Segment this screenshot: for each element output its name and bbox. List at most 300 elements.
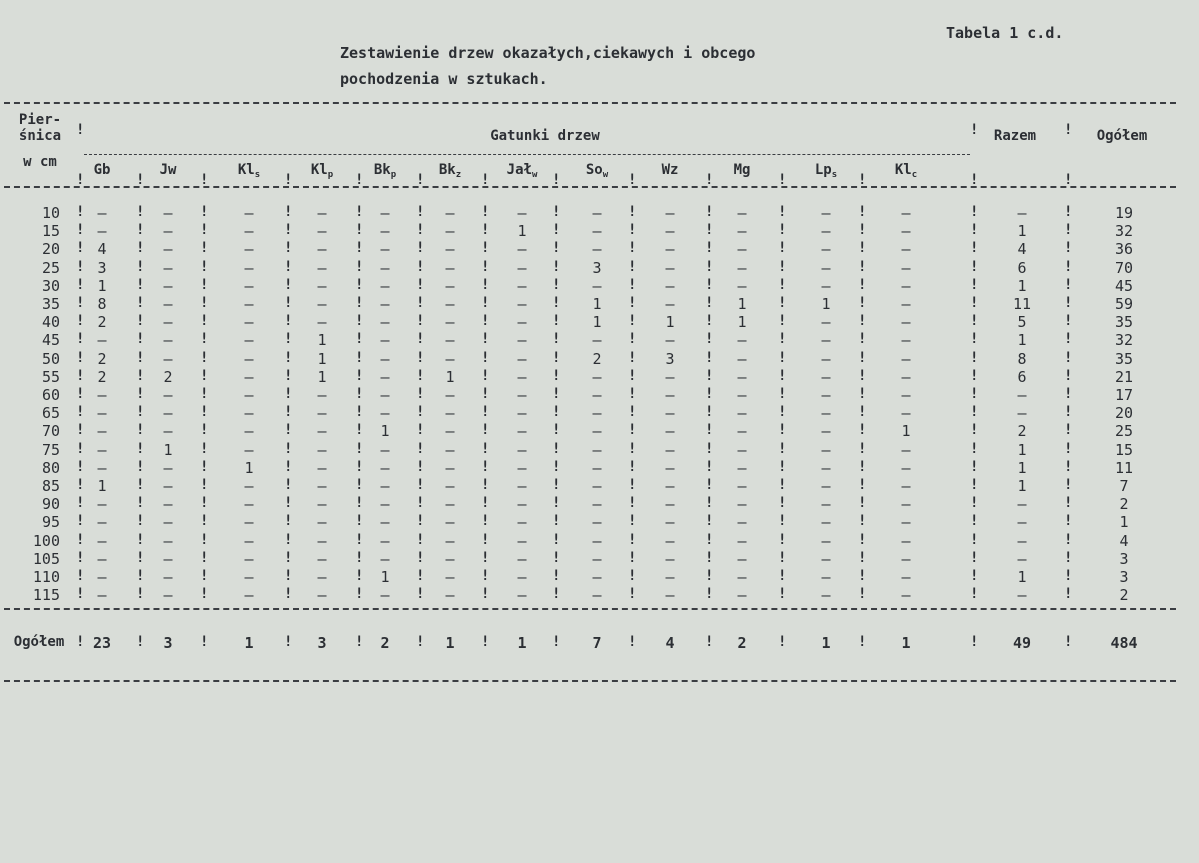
column-separator: !	[481, 276, 490, 293]
column-separator: !	[1064, 204, 1073, 220]
column-separator: !	[1064, 440, 1073, 457]
column-separator: !	[1064, 240, 1073, 257]
column-separator: !	[416, 549, 425, 566]
column-separator: !	[778, 634, 787, 650]
column-separator: !	[481, 568, 490, 584]
column-separator: !	[778, 331, 787, 348]
table-cell: –	[901, 549, 911, 568]
column-separator: !	[705, 222, 714, 239]
table-cell: –	[517, 276, 527, 295]
column-separator: !	[858, 634, 867, 650]
column-separator: !	[284, 204, 293, 220]
column-separator: !	[284, 222, 293, 239]
diameter-cell: 25	[41, 258, 60, 277]
column-separator: !	[970, 204, 979, 220]
table-cell: –	[244, 549, 254, 568]
column-separator: !	[355, 331, 364, 348]
column-separator: !	[628, 240, 637, 257]
column-separator: !	[628, 440, 637, 457]
column-separator: !	[284, 568, 293, 584]
column-separator: !	[970, 634, 979, 650]
table-cell: –	[592, 495, 602, 514]
column-separator: !	[970, 222, 979, 239]
table-cell: –	[97, 204, 107, 222]
column-separator: !	[1064, 122, 1073, 138]
column-separator: !	[970, 122, 979, 138]
diameter-cell: 50	[41, 349, 60, 368]
column-separator: !	[136, 549, 145, 566]
table-cell: –	[445, 404, 455, 423]
table-cell: –	[517, 258, 527, 277]
table-cell: –	[901, 258, 911, 277]
species-header	[796, 162, 856, 180]
column-separator: !	[284, 240, 293, 257]
column-separator: !	[970, 240, 979, 257]
column-separator: !	[552, 495, 561, 512]
column-separator: !	[355, 477, 364, 493]
column-separator: !	[970, 458, 979, 475]
column-separator: !	[705, 276, 714, 293]
table-cell: –	[244, 404, 254, 423]
column-separator: !	[416, 295, 425, 311]
table-cell: –	[163, 331, 173, 350]
column-separator: !	[705, 513, 714, 530]
table-cell: –	[317, 276, 327, 295]
table-cell: –	[517, 422, 527, 441]
column-separator: !	[416, 568, 425, 584]
column-separator: !	[552, 349, 561, 366]
species-subscript: c	[911, 170, 918, 180]
column-separator: !	[628, 258, 637, 275]
column-separator: !	[76, 495, 85, 512]
table-cell: 1	[244, 458, 254, 477]
table-cell: –	[163, 586, 173, 605]
table-cell: –	[592, 204, 602, 222]
table-cell: –	[380, 367, 390, 386]
table-cell: 1	[97, 477, 107, 495]
table-cell: –	[97, 531, 107, 550]
column-separator: !	[552, 586, 561, 603]
column-separator: !	[200, 513, 209, 530]
table-cell: 1	[737, 313, 747, 332]
table-cell: 1	[821, 295, 831, 313]
table-cell: –	[380, 531, 390, 550]
table-cell: 1	[517, 222, 527, 241]
species-header	[292, 162, 352, 180]
column-separator: !	[136, 349, 145, 366]
table-cell: –	[163, 258, 173, 277]
column-separator: !	[1064, 531, 1073, 548]
table-cell: –	[97, 222, 107, 241]
column-separator: !	[628, 386, 637, 402]
razem-cell: 5	[1017, 313, 1027, 332]
table-cell: –	[445, 513, 455, 532]
column-separator: !	[416, 386, 425, 402]
table-cell: –	[901, 349, 911, 368]
razem-cell: 11	[1012, 295, 1032, 313]
column-separator: !	[355, 634, 364, 650]
table-cell: 2	[97, 349, 107, 368]
column-separator: !	[858, 386, 867, 402]
table-cell: –	[163, 313, 173, 332]
column-separator: !	[552, 172, 561, 188]
table-cell: –	[445, 258, 455, 277]
totals-cell: 2	[380, 634, 390, 652]
column-separator: !	[136, 367, 145, 384]
diameter-cell: 100	[32, 531, 60, 550]
table-cell: –	[901, 513, 911, 532]
table-cell: –	[821, 367, 831, 386]
table-cell: –	[445, 495, 455, 514]
table-cell: –	[592, 222, 602, 241]
column-separator: !	[778, 240, 787, 257]
column-separator: !	[200, 331, 209, 348]
diameter-header-line-3: w cm	[23, 154, 57, 170]
table-cell: –	[317, 549, 327, 568]
table-cell: –	[244, 440, 254, 459]
table-cell: 3	[665, 349, 675, 368]
table-cell: –	[901, 276, 911, 295]
table-cell: –	[317, 568, 327, 586]
column-separator: !	[705, 634, 714, 650]
table-cell: –	[737, 276, 747, 295]
ogolem-cell: 20	[1114, 404, 1134, 423]
table-cell: –	[517, 495, 527, 514]
table-cell: –	[244, 513, 254, 532]
table-cell: –	[821, 549, 831, 568]
column-separator: !	[858, 495, 867, 512]
table-cell: –	[517, 367, 527, 386]
table-cell: –	[97, 568, 107, 586]
column-separator: !	[1064, 422, 1073, 439]
table-cell: –	[821, 458, 831, 477]
column-separator: !	[76, 404, 85, 421]
column-separator: !	[858, 586, 867, 603]
table-cell: –	[737, 331, 747, 350]
column-separator: !	[628, 513, 637, 530]
table-cell: –	[380, 240, 390, 259]
column-separator: !	[136, 313, 145, 330]
column-separator: !	[628, 568, 637, 584]
column-separator: !	[76, 586, 85, 603]
column-separator: !	[970, 531, 979, 548]
species-subscript: s	[831, 170, 838, 180]
column-separator: !	[705, 495, 714, 512]
column-separator: !	[416, 634, 425, 650]
table-cell: –	[737, 568, 747, 586]
razem-cell: –	[1017, 513, 1027, 532]
table-cell: –	[737, 240, 747, 259]
table-cell: 3	[592, 258, 602, 277]
table-cell: –	[445, 295, 455, 313]
diameter-cell: 10	[41, 204, 60, 222]
column-separator: !	[628, 313, 637, 330]
table-cell: 1	[317, 367, 327, 386]
column-separator: !	[200, 349, 209, 366]
table-cell: –	[244, 258, 254, 277]
table-cell: –	[163, 404, 173, 423]
table-cell: –	[901, 204, 911, 222]
column-separator: !	[1064, 568, 1073, 584]
column-separator: !	[705, 204, 714, 220]
column-separator: !	[200, 386, 209, 402]
column-separator: !	[970, 513, 979, 530]
table-cell: –	[244, 204, 254, 222]
razem-cell: –	[1017, 495, 1027, 514]
table-cell: –	[380, 549, 390, 568]
ogolem-cell: 21	[1114, 367, 1134, 386]
column-separator: !	[481, 531, 490, 548]
table-cell: –	[445, 276, 455, 295]
column-separator: !	[416, 349, 425, 366]
razem-cell: 1	[1017, 477, 1027, 495]
diameter-cell: 85	[41, 477, 60, 495]
column-separator: !	[778, 458, 787, 475]
column-separator: !	[552, 549, 561, 566]
table-cell: –	[901, 313, 911, 332]
column-separator: !	[858, 222, 867, 239]
species-code: Kl	[237, 162, 255, 178]
table-cell: –	[901, 222, 911, 241]
title-line-2: pochodzenia w sztukach.	[340, 70, 548, 88]
species-code: So	[585, 162, 603, 178]
column-separator: !	[284, 258, 293, 275]
column-separator: !	[778, 586, 787, 603]
table-cell: –	[97, 513, 107, 532]
table-cell: –	[445, 586, 455, 605]
column-separator: !	[416, 276, 425, 293]
totals-ogolem: 484	[1110, 634, 1138, 652]
table-cell: –	[517, 549, 527, 568]
column-separator: !	[970, 549, 979, 566]
column-separator: !	[284, 367, 293, 384]
table-cell: –	[163, 276, 173, 295]
column-separator: !	[858, 568, 867, 584]
column-separator: !	[284, 404, 293, 421]
table-cell: –	[244, 331, 254, 350]
column-separator: !	[200, 634, 209, 650]
razem-cell: –	[1017, 404, 1027, 423]
table-cell: –	[901, 568, 911, 586]
column-separator: !	[284, 634, 293, 650]
table-cell: –	[244, 276, 254, 295]
table-cell: –	[380, 331, 390, 350]
table-cell: –	[665, 495, 675, 514]
razem-cell: 6	[1017, 258, 1027, 277]
column-separator: !	[481, 634, 490, 650]
column-separator: !	[705, 477, 714, 493]
column-separator: !	[705, 458, 714, 475]
razem-cell: –	[1017, 204, 1027, 222]
table-cell: –	[97, 458, 107, 477]
table-cell: –	[737, 549, 747, 568]
species-subscript: w	[602, 170, 609, 180]
table-cell: –	[163, 295, 173, 313]
column-separator: !	[778, 313, 787, 330]
table-cell: –	[380, 295, 390, 313]
column-separator: !	[778, 549, 787, 566]
column-separator: !	[200, 404, 209, 421]
column-separator: !	[552, 313, 561, 330]
column-separator: !	[284, 549, 293, 566]
razem-cell: 4	[1017, 240, 1027, 259]
column-separator: !	[200, 172, 209, 188]
column-separator: !	[778, 258, 787, 275]
diameter-cell: 110	[32, 568, 60, 586]
species-code: Bk	[438, 162, 456, 178]
column-separator: !	[481, 422, 490, 439]
table-cell: 1	[592, 313, 602, 332]
table-cell: –	[592, 367, 602, 386]
column-separator: !	[481, 386, 490, 402]
table-cell: –	[665, 440, 675, 459]
column-separator: !	[355, 258, 364, 275]
table-cell: –	[163, 477, 173, 495]
table-cell: –	[665, 422, 675, 441]
column-separator: !	[628, 495, 637, 512]
species-code: Jw	[159, 162, 177, 178]
column-separator: !	[355, 367, 364, 384]
column-separator: !	[284, 458, 293, 475]
column-separator: !	[628, 404, 637, 421]
column-separator: !	[200, 458, 209, 475]
column-separator: !	[858, 513, 867, 530]
column-separator: !	[416, 458, 425, 475]
column-separator: !	[705, 568, 714, 584]
table-cell: –	[737, 458, 747, 477]
table-cell: –	[380, 276, 390, 295]
razem-cell: 1	[1017, 440, 1027, 459]
column-separator: !	[136, 440, 145, 457]
table-cell: –	[592, 276, 602, 295]
table-cell: –	[163, 495, 173, 514]
column-separator: !	[284, 586, 293, 603]
column-separator: !	[355, 549, 364, 566]
table-cell: –	[592, 331, 602, 350]
table-cell: 2	[97, 313, 107, 332]
table-cell: –	[445, 422, 455, 441]
column-separator: !	[76, 513, 85, 530]
species-header	[420, 162, 480, 180]
column-separator: !	[416, 422, 425, 439]
table-cell: 4	[97, 240, 107, 259]
column-separator: !	[76, 222, 85, 239]
table-reference: Tabela 1 c.d.	[946, 24, 1064, 42]
column-separator: !	[76, 422, 85, 439]
column-separator: !	[628, 204, 637, 220]
diameter-cell: 40	[41, 313, 60, 332]
column-separator: !	[481, 440, 490, 457]
column-separator: !	[481, 204, 490, 220]
razem-cell: –	[1017, 586, 1027, 605]
table-cell: –	[821, 495, 831, 514]
document-title	[340, 40, 755, 92]
species-code: Mg	[733, 162, 751, 178]
ogolem-cell: 35	[1114, 313, 1134, 332]
table-cell: –	[665, 367, 675, 386]
table-cell: –	[445, 458, 455, 477]
table-cell: –	[737, 404, 747, 423]
column-separator: !	[136, 477, 145, 493]
column-separator: !	[1064, 349, 1073, 366]
column-separator: !	[284, 331, 293, 348]
table-cell: –	[821, 440, 831, 459]
column-separator: !	[284, 276, 293, 293]
species-code: Kl	[894, 162, 912, 178]
column-separator: !	[628, 634, 637, 650]
table-cell: –	[163, 222, 173, 241]
totals-cell: 1	[901, 634, 911, 652]
column-separator: !	[970, 367, 979, 384]
table-cell: –	[163, 386, 173, 404]
ogolem-cell: 59	[1114, 295, 1134, 313]
column-separator: !	[200, 313, 209, 330]
table-cell: –	[737, 531, 747, 550]
column-separator: !	[628, 295, 637, 311]
column-separator: !	[481, 367, 490, 384]
column-separator: !	[628, 477, 637, 493]
column-separator: !	[284, 422, 293, 439]
totals-cell: 3	[163, 634, 173, 652]
table-cell: –	[901, 331, 911, 350]
column-separator: !	[76, 240, 85, 257]
column-separator: !	[970, 568, 979, 584]
column-separator: !	[778, 172, 787, 188]
column-separator: !	[355, 531, 364, 548]
column-separator: !	[416, 258, 425, 275]
table-cell: –	[821, 276, 831, 295]
column-separator: !	[858, 440, 867, 457]
column-separator: !	[778, 386, 787, 402]
table-cell: –	[665, 513, 675, 532]
column-separator: !	[778, 422, 787, 439]
column-separator: !	[778, 531, 787, 548]
column-separator: !	[552, 568, 561, 584]
column-separator: !	[705, 549, 714, 566]
ogolem-cell: 2	[1119, 586, 1129, 605]
column-separator: !	[858, 404, 867, 421]
table-cell: –	[445, 386, 455, 404]
table-cell: –	[665, 204, 675, 222]
table-cell: –	[445, 477, 455, 495]
column-separator: !	[970, 331, 979, 348]
column-separator: !	[628, 222, 637, 239]
column-separator: !	[355, 295, 364, 311]
table-cell: –	[737, 495, 747, 514]
column-separator: !	[200, 204, 209, 220]
ogolem-cell: 35	[1114, 349, 1134, 368]
column-separator: !	[284, 295, 293, 311]
table-cell: –	[244, 531, 254, 550]
table-cell: –	[244, 568, 254, 586]
column-separator: !	[778, 404, 787, 421]
table-cell: –	[901, 440, 911, 459]
column-separator: !	[355, 568, 364, 584]
table-cell: –	[244, 222, 254, 241]
table-cell: –	[821, 513, 831, 532]
bottom-rule	[4, 680, 1176, 682]
table-cell: –	[317, 440, 327, 459]
diameter-cell: 115	[32, 586, 60, 605]
column-separator: !	[200, 531, 209, 548]
table-cell: –	[665, 458, 675, 477]
column-separator: !	[628, 422, 637, 439]
column-separator: !	[1064, 386, 1073, 402]
column-separator: !	[416, 204, 425, 220]
column-separator: !	[355, 313, 364, 330]
table-cell: –	[517, 331, 527, 350]
column-separator: !	[552, 276, 561, 293]
